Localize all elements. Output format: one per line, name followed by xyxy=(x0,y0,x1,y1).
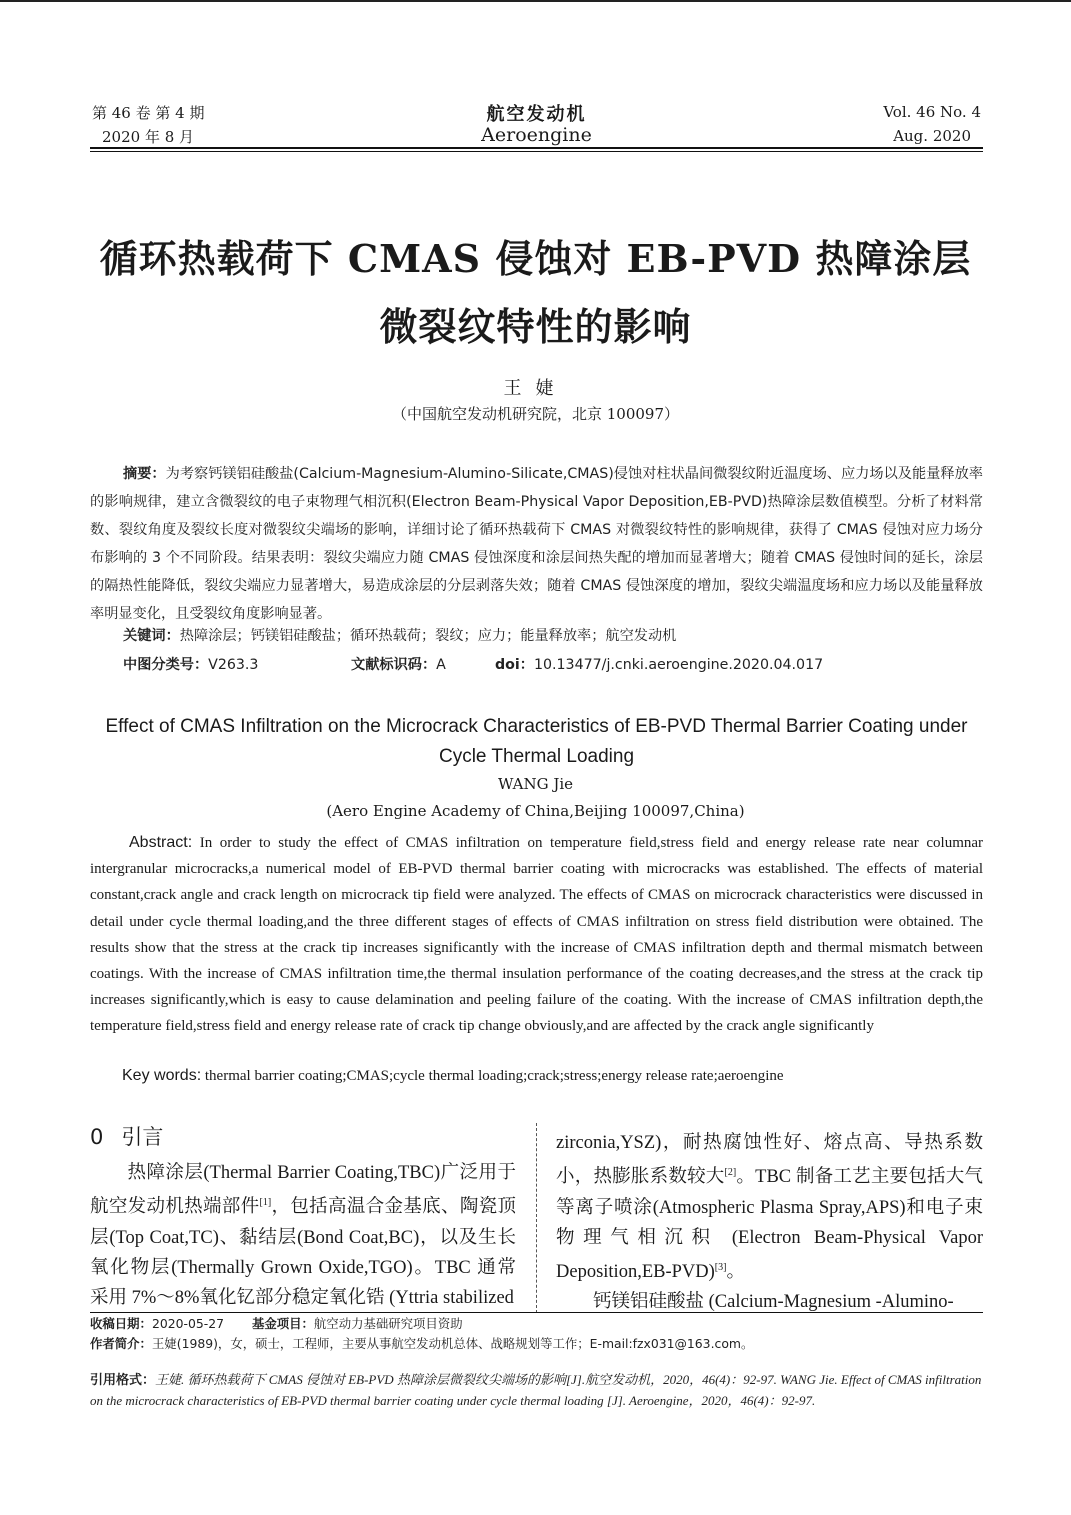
reference-2[interactable]: [2] xyxy=(724,1167,737,1179)
abstract-cn xyxy=(90,460,983,628)
body-right-paragraph-2: 钙镁铝硅酸盐 (Calcium-Magnesium -Alumino- xyxy=(593,1292,954,1313)
bio-text: 王婕(1989)，女，硕士，工程师，主要从事航空发动机总体、战略规划等工作；E-mail:fzx031@163.com。 xyxy=(151,1336,754,1351)
doi-value: 10.13477/j.cnki.aeroengine.2020.04.017 xyxy=(533,657,824,673)
citation-format xyxy=(90,1370,983,1411)
top-border xyxy=(0,0,1071,2)
column-divider xyxy=(536,1123,537,1313)
header-volume: 第 46 卷 第 4 期 xyxy=(92,104,205,122)
citation-text: 王婕. 循环热载荷下 CMAS 侵蚀对 EB-PVD 热障涂层微裂纹尖端场的影响[J].航空发动机，2020，46(4)：92-97. WANG Jie. Effect of CMAS infiltration on the microcrack characteristics of EB-PVD thermal barrier coating under cycle thermal loading [J]. Aeroengine，2020，46(4)：92-97. xyxy=(90,1372,982,1408)
header-journal-cn: 航空发动机 xyxy=(486,104,587,125)
fund-text: 航空动力基础研究项目资助 xyxy=(313,1316,463,1331)
abstract-en-text: In order to study the effect of CMAS infiltration on temperature field,stress field and energy release rate near columnar intergranular microcracks,a numerical model of EB-PVD thermal barrier coating with microcracks was established. The effects of material constant,crack angle and crack length on microcrack tip field were analyzed. The effects of CMAS on microcrack characteristics were discussed in detail under cycle thermal loading,and the three different stages of effects of CMAS infiltration on stress field distribution were obtained. The results show that the stress at the crack tip increases significantly with the increase of CMAS infiltration depth and thermal mismatch between coatings. With the increase of CMAS infiltration time,the thermal insulation performance of the coating decreases,and the stress at the crack tip increases significantly,which is easy to cause delamination and peeling failure of the coating. With the increase of CMAS infiltration depth,the temperature field,stress field and energy release rate of crack tip change obviously,and are affected by the crack angle significantly xyxy=(90,835,984,1035)
section-heading xyxy=(90,1121,163,1151)
header-volume-en: Vol. 46 No. 4 xyxy=(883,103,981,121)
running-header xyxy=(90,100,983,150)
clc-value: V263.3 xyxy=(208,657,259,673)
footnote-received xyxy=(90,1314,463,1332)
author-en: WANG Jie xyxy=(497,775,574,793)
body-left-text-a: 热障涂层(Thermal Barrier Coating,TBC)广泛用于航空发动机热端部件 xyxy=(90,1163,516,1218)
abstract-cn-text: 为考察钙镁铝硅酸盐(Calcium-Magnesium-Alumino-Silicate,CMAS)侵蚀对柱状晶间微裂纹附近温度场、应力场以及能量释放率的影响规律，建立含微裂纹的电子束物理气相沉积(Electron Beam-Physical Vapor Deposition,EB-PVD)热障涂层数值模型。分析了材料常数、裂纹角度及裂纹长度对微裂纹尖端场的影响，详细讨论了循环热载荷下 CMAS 对微裂纹特性的影响规律，获得了 CMAS 侵蚀对应力场分布影响的 3 个不同阶段。结果表明：裂纹尖端应力随 CMAS 侵蚀深度和涂层间热失配的增加而显著增大；随着 CMAS 侵蚀时间的延长，涂层的隔热性能降低，裂纹尖端应力显著增大，易造成涂层的分层剥落失效；随着 CMAS 侵蚀深度的增加，裂纹尖端温度场和应力场以及能量释放率明显变化，且受裂纹角度影响显著。 xyxy=(90,466,983,622)
header-rule-thin xyxy=(90,151,983,152)
received-label: 收稿日期： xyxy=(90,1316,152,1331)
title-en: Effect of CMAS Infiltration on the Microcrack Characteristics of EB-PVD Thermal Barrier Coating under Cycle Thermal Loading xyxy=(105,716,968,767)
footnote-bio xyxy=(90,1334,753,1352)
keywords-cn-text: 热障涂层；钙镁铝硅酸盐；循环热载荷；裂纹；应力；能量释放率；航空发动机 xyxy=(179,628,677,644)
body-right-text-d: 。TBC 制备工艺主要包括大气等离子喷涂(Atmospheric Plasma Spray,APS)和电子束物理气相沉积 (Electron Beam-Physical Vapor Deposition,EB-PVD) xyxy=(556,1167,983,1283)
body-right-text-c: zirconia,YSZ)，耐热腐蚀性好、熔点高、导热系数小，热膨胀系数较大 xyxy=(556,1133,983,1188)
section-number: 0 xyxy=(90,1125,104,1149)
doi-label: doi： xyxy=(495,657,534,673)
reference-3[interactable]: [3] xyxy=(714,1261,727,1273)
affiliation-en: (Aero Engine Academy of China,Beijing 100097,China) xyxy=(326,802,745,820)
author-cn: 王婕 xyxy=(503,378,568,399)
keywords-en-text: thermal barrier coating;CMAS;cycle thermal loading;crack;stress;energy release rate;aeroengine xyxy=(204,1068,784,1084)
doc-code-label: 文献标识码： xyxy=(351,657,437,673)
footnote-rule xyxy=(90,1312,983,1313)
abstract-cn-label: 摘要： xyxy=(123,466,166,482)
header-journal-en: Aeroengine xyxy=(481,124,592,146)
body-right-text-e: 。 xyxy=(726,1262,745,1283)
header-date-cn: 2020 年 8 月 xyxy=(102,128,195,146)
keywords-en-label: Key words: xyxy=(122,1067,202,1084)
body-column-right xyxy=(556,1128,983,1318)
title-cn-line2: 微裂纹特性的影响 xyxy=(379,304,692,349)
keywords-en xyxy=(122,1067,784,1085)
header-rule xyxy=(90,147,983,149)
doc-code-value: A xyxy=(436,657,446,673)
affiliation-cn: （中国航空发动机研究院，北京 100097） xyxy=(391,405,680,423)
bio-label: 作者简介： xyxy=(90,1336,152,1351)
received-date: 2020-05-27 xyxy=(151,1316,224,1331)
section-title: 引言 xyxy=(121,1125,164,1149)
citation-label: 引用格式： xyxy=(90,1373,156,1388)
abstract-en xyxy=(90,830,983,1040)
body-left-text-b: ，包括高温合金基底、陶瓷顶层(Top Coat,TC)、黏结层(Bond Coat,BC)，以及生长氧化物层(Thermally Grown Oxide,TGO)。TBC 通常采用 7%～8%氧化钇部分稳定氧化锆 (Yttria stabilized xyxy=(90,1197,516,1308)
title-cn-line1: 循环热载荷下 CMAS 侵蚀对 EB-PVD 热障涂层 xyxy=(99,236,972,281)
header-date-en: Aug. 2020 xyxy=(893,127,971,145)
keywords-cn-label: 关键词： xyxy=(123,628,180,644)
clc-label: 中图分类号： xyxy=(123,657,209,673)
fund-label: 基金项目： xyxy=(251,1316,314,1331)
abstract-en-label: Abstract: xyxy=(129,834,193,851)
keywords-cn xyxy=(123,625,676,645)
reference-1[interactable]: [1] xyxy=(259,1197,272,1209)
body-column-left xyxy=(90,1158,516,1313)
